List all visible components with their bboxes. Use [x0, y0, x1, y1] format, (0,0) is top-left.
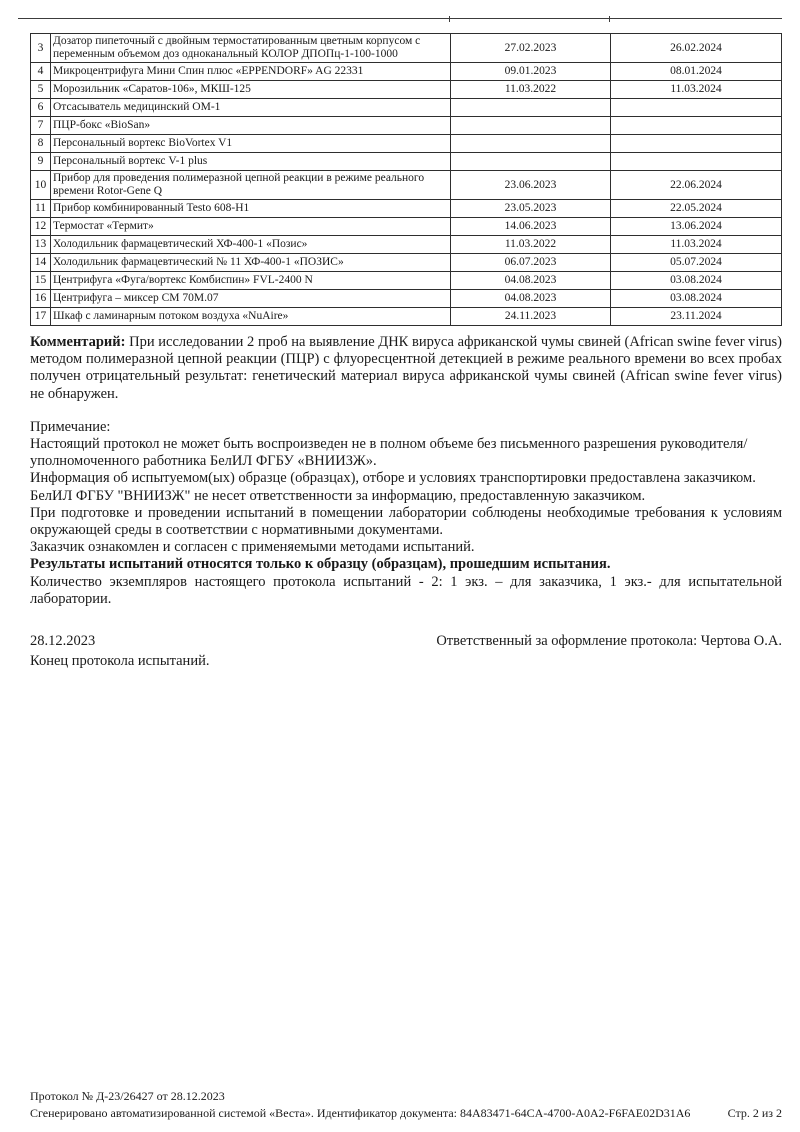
- comment-label: Комментарий:: [30, 334, 126, 350]
- cell-number: 10: [31, 171, 51, 200]
- cell-description: Морозильник «Саратов-106», МКШ-125: [51, 81, 451, 99]
- comment-paragraph: [30, 334, 782, 403]
- cell-verification-date: 27.02.2023: [451, 34, 611, 63]
- cell-description: Термостат «Термит»: [51, 218, 451, 236]
- cell-valid-until-date: 03.08.2024: [611, 272, 782, 290]
- table-row: [31, 63, 782, 81]
- cell-number: 13: [31, 236, 51, 254]
- cell-number: 6: [31, 99, 51, 117]
- cell-description: Прибор для проведения полимеразной цепной реакции в режиме реального времени Rotor-Gene Q: [51, 171, 451, 200]
- note-line: При подготовке и проведении испытаний в помещении лаборатории соблюдены необходимые требования к условиям окружающей среды в соответствии с нормативными документами.: [30, 504, 782, 539]
- signoff-responsible: Ответственный за оформление протокола: Чертова О.А.: [436, 633, 782, 650]
- cell-valid-until-date: [611, 153, 782, 171]
- cell-number: 8: [31, 135, 51, 153]
- notes-label: Примечание:: [30, 418, 111, 435]
- cell-description: Шкаф с ламинарным потоком воздуха «NuAire»: [51, 308, 451, 326]
- cell-verification-date: 11.03.2022: [451, 81, 611, 99]
- cell-valid-until-date: 23.11.2024: [611, 308, 782, 326]
- cell-description: Персональный вортекс V-1 plus: [51, 153, 451, 171]
- cell-verification-date: 14.06.2023: [451, 218, 611, 236]
- cell-valid-until-date: 26.02.2024: [611, 34, 782, 63]
- cell-number: 14: [31, 254, 51, 272]
- table-row: [31, 254, 782, 272]
- equipment-table: [30, 33, 782, 326]
- cell-valid-until-date: 11.03.2024: [611, 81, 782, 99]
- note-line: Информация об испытуемом(ых) образце (образцах), отборе и условиях транспортировки предоставлена заказчиком.: [30, 470, 756, 487]
- document-body: [30, 0, 782, 670]
- cell-verification-date: 23.05.2023: [451, 200, 611, 218]
- cell-description: Микроцентрифуга Мини Спин плюс «EPPENDORF» AG 22331: [51, 63, 451, 81]
- cell-number: 12: [31, 218, 51, 236]
- table-row: [31, 290, 782, 308]
- cell-number: 5: [31, 81, 51, 99]
- cell-description: Холодильник фармацевтический ХФ-400-1 «Позис»: [51, 236, 451, 254]
- table-row: [31, 171, 782, 200]
- page-footer: [30, 1088, 782, 1121]
- equipment-table-body: [31, 34, 782, 326]
- cell-valid-until-date: 13.06.2024: [611, 218, 782, 236]
- cell-verification-date: [451, 153, 611, 171]
- cell-verification-date: 09.01.2023: [451, 63, 611, 81]
- cell-valid-until-date: [611, 117, 782, 135]
- signoff-date: 28.12.2023: [30, 633, 96, 650]
- cell-valid-until-date: 22.05.2024: [611, 200, 782, 218]
- cell-verification-date: 23.06.2023: [451, 171, 611, 200]
- table-row: [31, 81, 782, 99]
- cell-description: Прибор комбинированный Testo 608-H1: [51, 200, 451, 218]
- cell-verification-date: 04.08.2023: [451, 272, 611, 290]
- cell-description: Центрифуга – миксер СМ 70М.07: [51, 290, 451, 308]
- cell-verification-date: 06.07.2023: [451, 254, 611, 272]
- note-line: БелИЛ ФГБУ "ВНИИЗЖ" не несет ответственности за информацию, предоставленную заказчиком.: [30, 487, 646, 504]
- cell-number: 11: [31, 200, 51, 218]
- cell-description: Дозатор пипеточный с двойным термостатированным цветным корпусом с переменным объемом доз одноканальный КОЛОР ДПОПц-1-100-1000: [51, 34, 451, 63]
- footer-protocol-number: Протокол № Д-23/26427 от 28.12.2023: [30, 1089, 225, 1103]
- cell-valid-until-date: 11.03.2024: [611, 236, 782, 254]
- table-row: [31, 99, 782, 117]
- cell-number: 7: [31, 117, 51, 135]
- cell-number: 3: [31, 34, 51, 63]
- cell-description: Центрифуга «Фуга/вортекс Комбиспин» FVL-2400 N: [51, 272, 451, 290]
- cell-description: Холодильник фармацевтический № 11 ХФ-400-1 «ПОЗИС»: [51, 254, 451, 272]
- cell-valid-until-date: 22.06.2024: [611, 171, 782, 200]
- cell-number: 9: [31, 153, 51, 171]
- cell-verification-date: 04.08.2023: [451, 290, 611, 308]
- note-line: Количество экземпляров настоящего протокола испытаний - 2: 1 экз. – для заказчика, 1 экз.- для испытательной лаборатории.: [30, 573, 782, 607]
- cell-verification-date: 24.11.2023: [451, 308, 611, 326]
- note-line: Результаты испытаний относятся только к образцу (образцам), прошедшим испытания.: [30, 556, 611, 573]
- table-row: [31, 200, 782, 218]
- table-row: [31, 153, 782, 171]
- table-row: [31, 34, 782, 63]
- cell-number: 17: [31, 308, 51, 326]
- note-line: Настоящий протокол не может быть воспроизведен не в полном объеме без письменного разрешения руководителя/уполномоченного работника БелИЛ ФГБУ «ВНИИЗЖ».: [30, 436, 748, 470]
- table-row: [31, 135, 782, 153]
- cell-number: 4: [31, 63, 51, 81]
- table-row: [31, 308, 782, 326]
- end-of-protocol-line: Конец протокола испытаний.: [30, 653, 210, 670]
- cell-valid-until-date: 03.08.2024: [611, 290, 782, 308]
- note-line: Заказчик ознакомлен и согласен с применяемыми методами испытаний.: [30, 539, 475, 556]
- cell-verification-date: [451, 99, 611, 117]
- table-row: [31, 272, 782, 290]
- cell-description: ПЦР-бокс «BioSan»: [51, 117, 451, 135]
- cell-verification-date: [451, 117, 611, 135]
- comment-text: При исследовании 2 проб на выявление ДНК вируса африканской чумы свиней (African swine fever virus) методом полимеразной цепной реакции (ПЦР) с флуоресцентной детекцией в режиме реального времени во всех пробах получен отрицательный результат: генетический материал вируса африканской чумы свиней (African swine fever virus) не обнаружен.: [30, 334, 783, 402]
- footer-generated-line: Сгенерировано автоматизированной системой «Веста». Идентификатор документа: 84A83471-64CA-4700-A0A2-F6FAE02D31A6: [30, 1105, 691, 1120]
- cell-description: Персональный вортекс BioVortex V1: [51, 135, 451, 153]
- cell-verification-date: 11.03.2022: [451, 236, 611, 254]
- cell-valid-until-date: [611, 99, 782, 117]
- cell-valid-until-date: 05.07.2024: [611, 254, 782, 272]
- cell-number: 16: [31, 290, 51, 308]
- table-row: [31, 117, 782, 135]
- cell-description: Отсасыватель медицинский ОМ-1: [51, 99, 451, 117]
- cell-verification-date: [451, 135, 611, 153]
- table-row: [31, 236, 782, 254]
- notes-list: [30, 436, 782, 608]
- signoff-row: [30, 633, 782, 650]
- table-row: [31, 218, 782, 236]
- footer-page-indicator: Стр. 2 из 2: [727, 1105, 782, 1120]
- cell-valid-until-date: 08.01.2024: [611, 63, 782, 81]
- cell-number: 15: [31, 272, 51, 290]
- cell-valid-until-date: [611, 135, 782, 153]
